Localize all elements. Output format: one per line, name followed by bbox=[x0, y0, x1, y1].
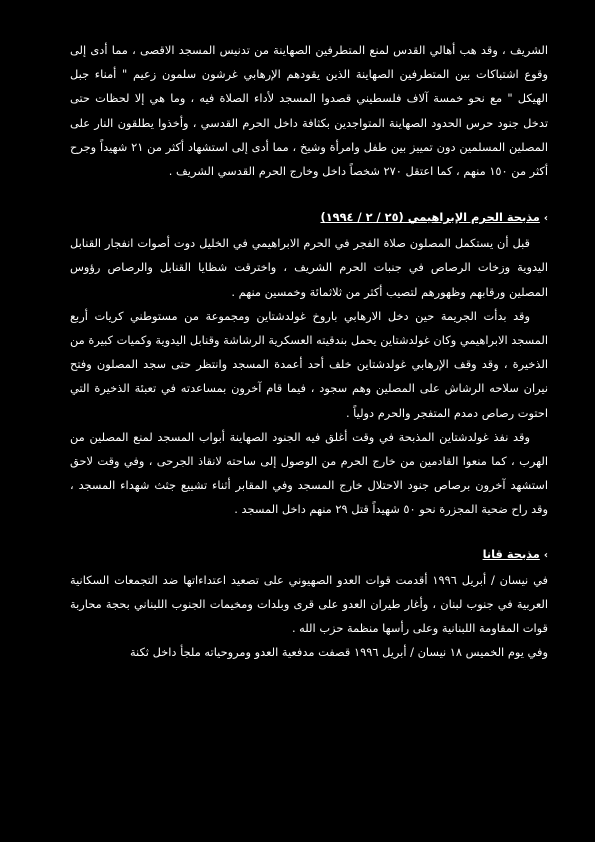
section-2-heading bbox=[70, 205, 548, 231]
section-2-heading-text: مذبحة الحرم الإبراهيمي (٢٥ / ٢ / ١٩٩٤) bbox=[320, 210, 540, 225]
section-2-paragraph-1: قبل أن يستكمل المصلون صلاة الفجر في الحرم الابراهيمي في الخليل دوت أصوات انفجار القنابل اليدوية وزخات الرصاص في جنبات الحرم الشريف ، واخترقت شظايا القنابل والرصاص رؤوس المصلين ورقابهم وظهورهم لتصيب أكثر من ثلاثمائة وخمسين منهم . bbox=[70, 236, 548, 299]
document-page bbox=[70, 38, 548, 664]
section-1-paragraph: الشريف ، وقد هب أهالي القدس لمنع المتطرفين الصهاينة من تدنيس المسجد الاقصى ، مما أدى إلى وقوع اشتباكات بين المتطرفين الصهاينة الذين يقودهم الإرهابي غرشون سلمون زعيم " أمناء جبل الهيكل " مع نحو خمسة آلاف فلسطيني قصدوا المسجد لأداء الصلاة فيه ، وما هي إلا لحظات حتى تدخل جنود حرس الحدود الصهاينة المتواجدين بكثافة داخل الحرم القدسي ، وأخذوا يطلقون النار على المصلين المسلمين دون تمييز بين طفل وامرأة وشيخ ، مما أدى إلى استشهاد أكثر من ٢١ شهيداً وجرح أكثر من ١٥٠ منهم ، كما اعتقل ٢٧٠ شخصاً داخل وخارج الحرم القدسي الشريف . bbox=[70, 43, 548, 179]
section-2-paragraph-3: وقد نفذ غولدشتاين المذبحة في وقت أغلق فيه الجنود الصهاينة أبواب المسجد لمنع المصلين من الهرب ، كما منعوا القادمين من خارج الحرم من الوصول إلى ساحته لانقاذ الجرحى ، وفي وقت لاحق استشهد آخرون برصاص جنود الاحتلال خارج المسجد وفي المقابر أثناء تشييع جثث شهداء المسجد ، وقد راح ضحية المجزرة نحو ٥٠ شهيداً قتل ٢٩ منهم داخل المسجد . bbox=[70, 429, 548, 517]
section-spacer bbox=[70, 522, 548, 542]
section-3-heading-text: مذبحة قانا bbox=[482, 546, 540, 561]
section-spacer bbox=[70, 183, 548, 205]
section-2-paragraph-2: وقد بدأت الجريمة حين دخل الارهابي باروخ غولدشتاين ومجموعة من مستوطني كريات أربع المسجد الابراهيمي وكان غولدشتاين يحمل بندقيته العسكرية الرشاشة وقنابل اليدوية وكميات كبيرة من الذخيرة ، وقد وقف الإرهابي غولدشتاين خلف أحد أعمدة المسجد وانتظر حتى سجد المصلون وفتح نيران سلاحه الرشاش على المصلين وهم سجود ، فيما قام آخرون بمساعدته في تعبئة الذخيرة التي احتوت رصاص دمدم المتفجر والحرم دولياً . bbox=[70, 308, 548, 420]
section-3-paragraph-1: في نيسان / أبريل ١٩٩٦ أقدمت قوات العدو الصهيوني على تصعيد اعتداءاتها ضد التجمعات السكانية العربية في جنوب لبنان ، وأغار طيران العدو على قرى وبلدات ومخيمات الجنوب اللبناني بحجة محاربة قوات المقاومة اللبنانية وعلى رأسها منظمة حزب الله . bbox=[70, 572, 549, 636]
heading-bullet-icon: › bbox=[543, 549, 548, 561]
section-3-heading bbox=[70, 542, 548, 568]
section-3-paragraph-2: وفي يوم الخميس ١٨ نيسان / أبريل ١٩٩٦ قصفت مدفعية العدو ومروحياته ملجأ داخل ثكنة bbox=[129, 645, 548, 660]
heading-bullet-icon: › bbox=[543, 213, 548, 225]
